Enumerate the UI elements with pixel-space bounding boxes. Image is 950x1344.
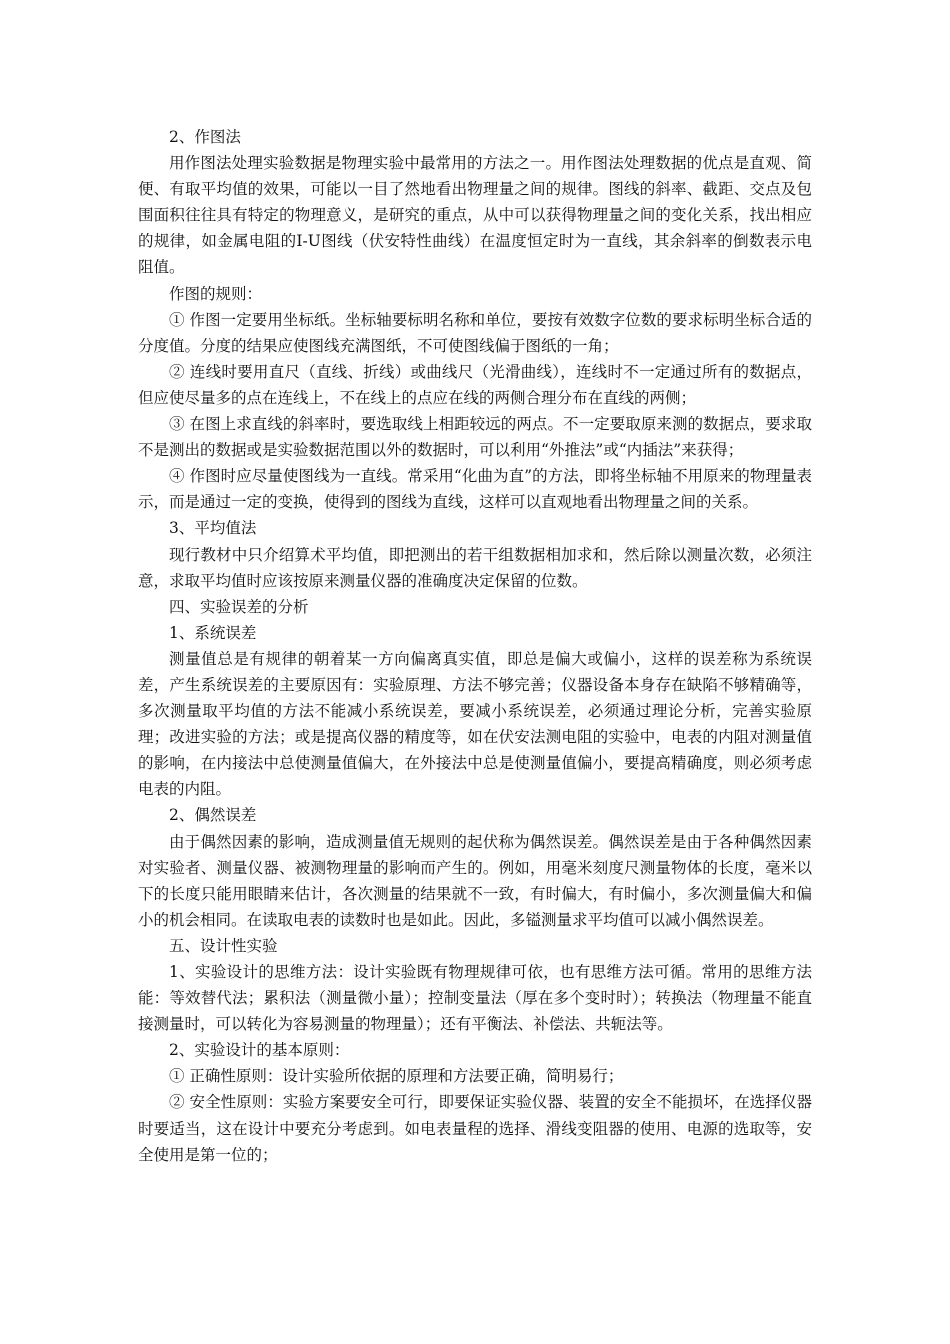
document-page [138, 124, 812, 1168]
paragraph-average-method: 现行教材中只介绍算术平均值，即把测出的若干组数据相加求和，然后除以测量次数，必须注意，求取平均值时应该按原来测量仪器的准确度决定保留的位数。 [138, 545, 812, 590]
paragraph-design-thinking: 1、实验设计的思维方法：设计实验既有物理规律可依，也有思维方法可循。常用的思维方法能：等效替代法；累积法（测量微小量）；控制变量法（厚在多个变时时）；转换法（物理量不能直接测量时，可以转化为容易测量的物理量）；还有平衡法、补偿法、共轭法等。 [138, 963, 812, 1034]
rule-item-2: ② 连线时要用直尺（直线、折线）或曲线尺（光滑曲线），连线时不一定通过所有的数据点，但应使尽量多的点在连线上，不在线上的点应在线的两侧合理分布在直线的两侧； [138, 362, 812, 407]
rule-item-3: ③ 在图上求直线的斜率时，要选取线上相距较远的两点。不一定要取原来测的数据点，要求取不是测出的数据或是实验数据范围以外的数据时，可以利用“外推法”或“内插法”来获得； [138, 415, 812, 460]
principle-item-2: ② 安全性原则：实验方案要安全可行，即要保证实验仪器、装置的安全不能损坏，在选择仪器时要适当，这在设计中要充分考虑到。如电表量程的选择、滑线变阻器的使用、电源的选取等，安全使用是第一位的； [138, 1093, 812, 1164]
heading-graphing-method: 2、作图法 [169, 128, 241, 146]
paragraph-random-error: 由于偶然因素的影响，造成测量值无规则的起伏称为偶然误差。偶然误差是由于各种偶然因素对实验者、测量仪器、被测物理量的影响而产生的。例如，用毫米刻度尺测量物体的长度，毫米以下的长度只能用眼睛来估计，各次测量的结果就不一致，有时偏大，有时偏小，多次测量偏大和偏小的机会相同。在读取电表的读数时也是如此。因此，多镒测量求平均值可以减小偶然误差。 [138, 832, 812, 929]
principle-item-1: ① 正确性原则：设计实验所依据的原理和方法要正确，简明易行； [169, 1067, 624, 1086]
heading-graphing-rules: 作图的规则： [169, 284, 263, 303]
rule-item-1: ① 作图一定要用坐标纸。坐标轴要标明名称和单位，要按有效数字位数的要求标明坐标合适的分度值。分度的结果应使图线充满图纸，不可使图线偏于图纸的一角； [138, 310, 812, 355]
heading-design-principles: 2、实验设计的基本原则： [169, 1041, 350, 1060]
paragraph-graphing-intro: 用作图法处理实验数据是物理实验中最常用的方法之一。用作图法处理数据的优点是直观、简便、有取平均值的效果，可能以一目了然地看出物理量之间的规律。图线的斜率、截距、交点及包围面积往往具有特定的物理意义，是研究的重点，从中可以获得物理量之间的变化关系，找出相应的规律，如金属电阻的I-U图线（伏安特性曲线）在温度恒定时为一直线，其余斜率的倒数表示电阻值。 [138, 154, 812, 277]
heading-error-analysis: 四、实验误差的分析 [169, 597, 309, 616]
paragraph-systematic-error: 测量值总是有规律的朝着某一方向偏离真实值，即总是偏大或偏小，这样的误差称为系统误差，产生系统误差的主要原因有：实验原理、方法不够完善；仪器设备本身存在缺陷不够精确等，多次测量取平均值的方法不能减小系统误差，要减小系统误差，必须通过理论分析，完善实验原理；改进实验的方法；或是提高仪器的精度等，如在伏安法测电阻的实验中，电表的内阻对测量值的影响，在内接法中总使测量值偏大，在外接法中总是使测量值偏小，要提高精确度，则必须考虑电表的内阻。 [138, 649, 812, 799]
rule-item-4: ④ 作图时应尽量使图线为一直线。常采用“化曲为直”的方法，即将坐标轴不用原来的物理量表示，而是通过一定的变换，使得到的图线为直线，这样可以直观地看出物理量之间的关系。 [138, 467, 812, 512]
heading-average-method: 3、平均值法 [169, 519, 257, 538]
heading-random-error: 2、偶然误差 [169, 806, 257, 825]
heading-design-experiment: 五、设计性实验 [169, 936, 278, 955]
heading-systematic-error: 1、系统误差 [169, 623, 257, 642]
